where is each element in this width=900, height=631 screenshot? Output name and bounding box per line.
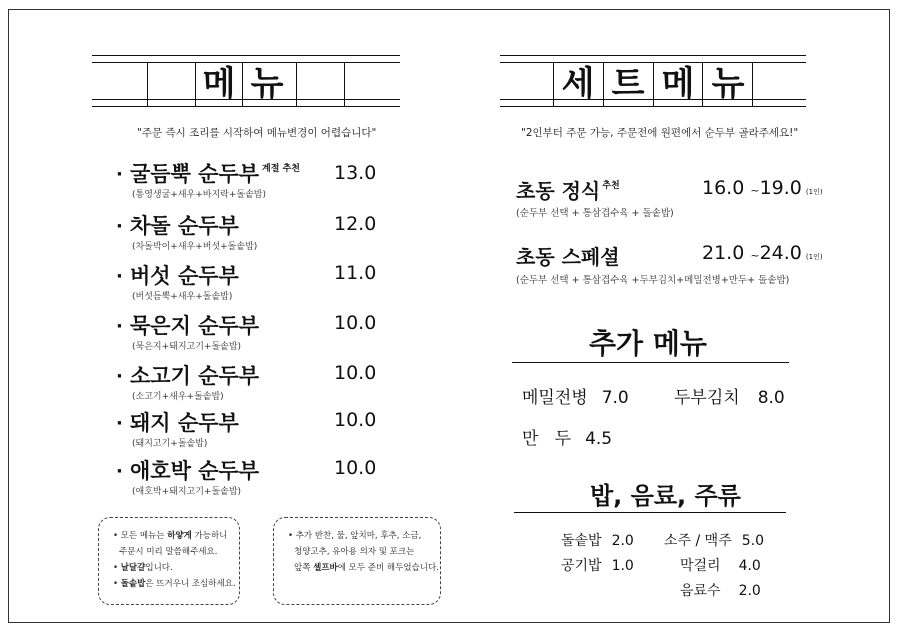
drink-item: 돌솥밥 2.0 (561, 533, 634, 549)
menu-item-price: 12.0 (334, 213, 377, 235)
menu-item-desc: (버섯듬뿍+새우+돌솥밥) (132, 292, 233, 302)
set-item-desc: (순두부 선택 + 통삼겹수육 + 돌솥밥) (516, 208, 674, 219)
set-title-char-2: 트 (611, 64, 645, 104)
menu-item-desc: (통영생굴+새우+바지락+돌솥밥) (132, 190, 266, 200)
order-notice: "주문 즉시 조리를 시작하여 메뉴변경이 어렵습니다" (137, 127, 377, 139)
menu-title-char-1: 메 (202, 64, 236, 104)
set-menu-header (500, 55, 806, 111)
set-item-name: 초동 스페셜 (516, 245, 620, 269)
menu-item-name: 애호박 순두부 (130, 459, 260, 483)
set-order-notice: "2인부터 주문 가능, 주문전에 원편에서 순두부 골라주세요!" (521, 127, 799, 139)
set-title-char-1: 세 (561, 64, 595, 104)
menu-header (92, 55, 400, 111)
menu-item: · 돼지 순두부 (돼지고기+돌솥밥) 10.0 (116, 409, 377, 449)
menu-item-desc: (소고기+새우+돌솥밥) (132, 392, 224, 402)
menu-item-desc: (묵은지+돼지고기+돌솥밥) (132, 342, 242, 352)
set-item-desc: (순두부 선택 + 통삼겹수육 +두부김치+메밀전병+만두+ 돌솥밥) (516, 275, 790, 286)
drink-item: 음료수 2.0 (680, 583, 761, 599)
menu-item-name: 돼지 순두부 (130, 411, 239, 435)
menu-item-name: 굴듬뿍 순두부 (130, 162, 260, 186)
notice-box-2: • 추가 반찬, 물, 앞치마, 후추, 소금, 청양고추, 유아용 의자 및 포크는 앞쪽 셀프바에 모두 준비 해두었습니다. (273, 517, 441, 605)
drinks-title: 밥, 음료, 주류 (590, 482, 741, 510)
add-menu-rule (512, 362, 789, 363)
set-item (516, 175, 836, 220)
set-item-price: 21.0 ~24.0 (1인) (702, 242, 823, 264)
set-item-name: 초동 정식 (516, 179, 601, 203)
menu-item-name: 묵은지 순두부 (130, 314, 260, 338)
menu-item: · 애호박 순두부 (애호박+돼지고기+돌솥밥) 10.0 (116, 457, 377, 497)
add-item: 만 두 4.5 (522, 429, 613, 449)
drink-item: 공기밥 1.0 (561, 558, 634, 574)
add-item: 두부김치 8.0 (674, 388, 785, 408)
set-title-char-3: 메 (661, 64, 695, 104)
menu-item-price: 10.0 (334, 362, 377, 384)
menu-item-name: 차돌 순두부 (130, 214, 239, 238)
seasonal-badge: 계절 추천 (262, 164, 300, 174)
menu-item-desc: (애호박+돼지고기+돌솥밥) (132, 487, 242, 497)
menu-item-price: 11.0 (334, 262, 377, 284)
menu-item: · 소고기 순두부 (소고기+새우+돌솥밥) 10.0 (116, 362, 377, 402)
menu-item: · 차돌 순두부 (차돌박이+새우+버섯+돌솥밥) 12.0 (116, 210, 386, 250)
menu-item-desc: (돼지고기+돌솥밥) (132, 439, 208, 449)
menu-item-name: 버섯 순두부 (130, 264, 239, 288)
menu-title-char-2: 뉴 (250, 64, 284, 104)
menu-item: · 버섯 순두부 (버섯듬뿍+새우+돌솥밥) 11.0 (116, 262, 377, 302)
menu-item: · 묵은지 순두부 (묵은지+돼지고기+돌솥밥) 10.0 (116, 312, 377, 352)
notice-box-1: • 모든 메뉴는 하얗게 가능하니 주문시 미리 말씀해주세요. • 날달걀입니다. • 돌솥밥은 뜨거우니 조심하세요. (98, 517, 240, 605)
drink-item: 막걸리 4.0 (680, 558, 761, 574)
menu-item-price: 13.0 (334, 162, 377, 184)
recommend-badge: 추천 (602, 181, 620, 191)
menu-item: · 굴듬뿍 순두부 $^{계절 추천}$ (통영생굴+새우+바지락+돌솥밥) 13.0 (116, 162, 377, 200)
menu-item-desc: (차돌박이+새우+버섯+돌솥밥) (132, 242, 258, 252)
menu-item-price: 10.0 (334, 312, 377, 334)
add-menu-title: 추가 메뉴 (589, 327, 707, 360)
set-item-price: 16.0 ~19.0 (1인) (702, 177, 823, 199)
menu-item-name: 소고기 순두부 (130, 364, 260, 388)
drinks-rule (514, 512, 786, 513)
drink-item: 소주 / 맥주 5.0 (664, 533, 764, 549)
set-item (516, 241, 836, 286)
set-title-char-4: 뉴 (711, 64, 745, 104)
menu-item-price: 10.0 (334, 457, 377, 479)
menu-item-price: 10.0 (334, 409, 377, 431)
add-item: 메밀전병 7.0 (522, 388, 629, 408)
